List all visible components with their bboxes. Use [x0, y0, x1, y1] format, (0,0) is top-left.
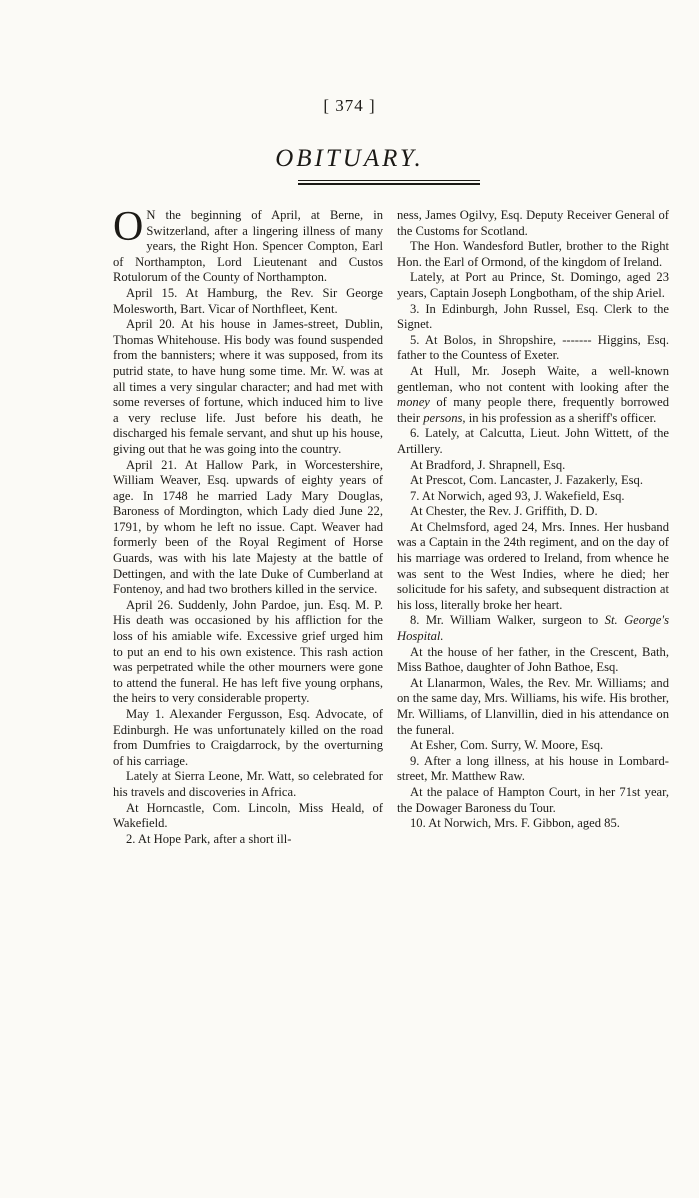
obituary-entry: May 1. Alexander Fergusson, Esq. Advocate, of Edinburgh. He was unfortunately killed on the road from Dumfries to Craigdarrock, by the overturning of his carriage. — [113, 707, 383, 768]
obituary-entry: 2. At Hope Park, after a short ill- — [126, 831, 292, 846]
obituary-entry: 7. At Norwich, aged 93, J. Wakefield, Esq. — [410, 488, 625, 503]
right-column — [397, 208, 669, 832]
obituary-entry: The Hon. Wandesford Butler, brother to the Right Hon. the Earl of Ormond, of the kingdom of Ireland. — [397, 239, 669, 269]
entry-text: At Hull, Mr. Joseph Waite, a well-known gentleman, who not content with looking after the — [397, 363, 669, 394]
obituary-entry: 5. At Bolos, in Shropshire, ------- Higgins, Esq. father to the Countess of Exeter. — [397, 332, 669, 363]
obituary-entry: At Chelmsford, aged 24, Mrs. Innes. Her husband was a Captain in the 24th regiment, and on the day of his marriage was ordered to Ireland, from whence he was sent to the West Indies, where he died; her solicitude for his safety, and subsequent distraction at his loss, literally broke her heart. — [397, 519, 669, 612]
obituary-entry: April 20. At his house in James-street, Dublin, Thomas Whitehouse. His body was found suspended from the bannisters; where it was supposed, from its putrid state, to have hung some time. Mr. W. was at all times a very singular character; and had met with some reverses of fortune, which induced him to live a very recluse life. Just before his death, he discharged his female servant, and shut up his house, giving out that he was going into the country. — [113, 317, 383, 456]
page-title: OBITUARY. — [275, 145, 424, 172]
obituary-entry: At Horncastle, Com. Lincoln, Miss Heald, of Wakefield. — [113, 800, 383, 831]
title-rule-thick — [298, 183, 480, 185]
obituary-entry: At Chester, the Rev. J. Griffith, D. D. — [410, 504, 598, 519]
obituary-entry: At Llanarmon, Wales, the Rev. Mr. Williams; and on the same day, Mrs. Williams, his wife. His brother, Mr. Williams, of Llanvillin, died in his attendance on the funeral. — [397, 675, 669, 737]
entry-text: N the beginning of April, at Berne, in Switzerland, after a lingering illness of many years, the Right Hon. Spencer Compton, Earl of Northampton, Lord Lieutenant and Custos Rotulorum of the County of Northampton. — [113, 208, 383, 285]
obituary-entry: Lately at Sierra Leone, Mr. Watt, so celebrated for his travels and discoveries in Africa. — [113, 769, 383, 799]
obituary-entry: 6. Lately, at Calcutta, Lieut. John Wittett, of the Artillery. — [397, 426, 669, 456]
obituary-entry: At the palace of Hampton Court, in her 71st year, the Dowager Baroness du Tour. — [397, 784, 669, 815]
obituary-entry — [397, 613, 669, 644]
drop-cap: O — [113, 204, 144, 250]
title-rule-thin — [298, 180, 480, 181]
italic-word: persons, — [423, 410, 466, 425]
entry-text: in his profession as a sheriff's officer. — [465, 410, 657, 425]
obituary-entry — [113, 204, 383, 286]
obituary-entry: April 15. At Hamburg, the Rev. Sir George Molesworth, Bart. Vicar of Northfleet, Kent. — [113, 285, 383, 316]
obituary-entry: At Esher, Com. Surry, W. Moore, Esq. — [410, 738, 604, 753]
italic-word: money — [397, 395, 430, 410]
entry-text: of many people there, frequently borrowed their — [397, 395, 669, 425]
entry-text: 8. Mr. William Walker, surgeon to — [410, 613, 605, 628]
obituary-entry: April 26. Suddenly, John Pardoe, jun. Esq. M. P. His death was occasioned by his affliction for the loss of his amiable wife. Excessive grief urged him to put an end to his own existence. This rash action was perpetrated while the other mourners were gone to attend the funeral. He has left five young orphans, the heirs to very considerable property. — [113, 597, 383, 706]
obituary-entry: At Prescot, Com. Lancaster, J. Fazakerly, Esq. — [410, 473, 644, 488]
left-column — [113, 204, 383, 847]
page-number: [ 374 ] — [323, 96, 376, 115]
obituary-entry: At the house of her father, in the Crescent, Bath, Miss Bathoe, daughter of John Bathoe, Esq. — [397, 644, 669, 675]
obituary-entry: 9. After a long illness, at his house in Lombard-street, Mr. Matthew Raw. — [397, 753, 669, 784]
obituary-entry — [397, 364, 669, 426]
italic-text: St. George's Hospital. — [397, 613, 669, 644]
obituary-entry: April 21. At Hallow Park, in Worcestershire, William Weaver, Esq. upwards of eighty years of age. In 1748 he married Lady Mary Douglas, Baroness of Mordington, which Lady died June 22, 1791, by whom he left no issue. Capt. Weaver had formerly been of the Royal Regiment of Horse Guards, was with his late Majesty at the battle of Dettingen, and with the late Duke of Cumberland at Fontenoy, and had two brothers killed in the service. — [113, 457, 383, 597]
obituary-entry: 10. At Norwich, Mrs. F. Gibbon, aged 85. — [410, 816, 620, 831]
obituary-entry: Lately, at Port au Prince, St. Domingo, aged 23 years, Captain Joseph Longbotham, of the ship Ariel. — [397, 270, 669, 300]
obituary-entry-continued: ness, James Ogilvy, Esq. Deputy Receiver General of the Customs for Scotland. — [397, 208, 669, 238]
obituary-entry: 3. In Edinburgh, John Russel, Esq. Clerk to the Signet. — [397, 301, 669, 332]
obituary-entry: At Bradford, J. Shrapnell, Esq. — [410, 457, 566, 472]
